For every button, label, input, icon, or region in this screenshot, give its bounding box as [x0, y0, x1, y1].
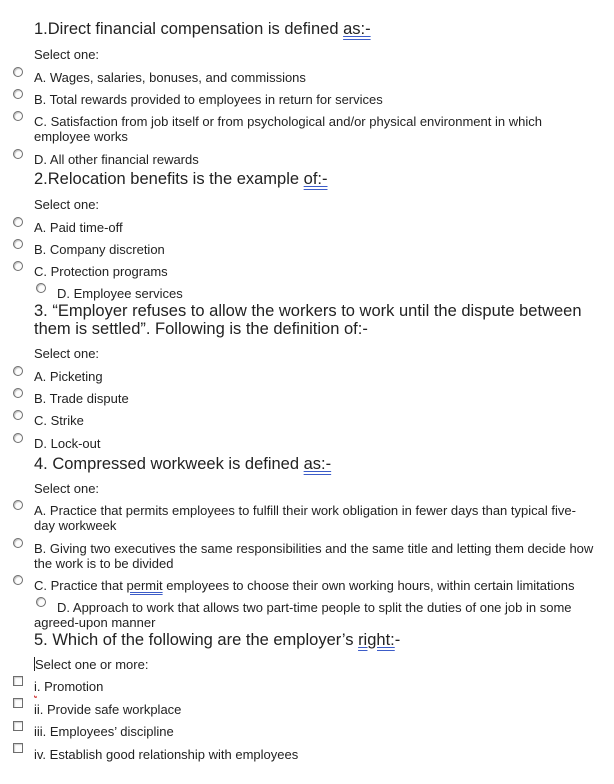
q5-option-iv-checkbox[interactable] — [13, 743, 23, 753]
q1-title: 1.Direct financial compensation is defined as:- — [34, 20, 371, 38]
q2-option-d[interactable]: D. Employee services — [57, 286, 183, 301]
q2-option-c[interactable]: C. Protection programs — [34, 264, 168, 279]
q4-select-hint: Select one: — [34, 481, 100, 496]
q5-title: 5. Which of the following are the employer’s right:- — [34, 631, 401, 649]
q4-option-c-radio[interactable] — [13, 575, 23, 585]
q4-option-a[interactable]: A. Practice that permits employees to fulfill their work obligation in fewer days than typical five-day workweek — [34, 503, 576, 533]
q3-option-a-radio[interactable] — [13, 366, 23, 376]
q3-option-b[interactable]: B. Trade dispute — [34, 391, 129, 406]
q2-select-hint: Select one: — [34, 197, 100, 212]
q2-option-a[interactable]: A. Paid time-off — [34, 220, 123, 235]
q4-option-a-radio[interactable] — [13, 500, 23, 510]
q3-select-hint: Select one: — [34, 346, 100, 361]
q3-option-c[interactable]: C. Strike — [34, 413, 84, 428]
q1-option-a-radio[interactable] — [13, 67, 23, 77]
q5-select-hint: Select one or more: — [35, 657, 149, 672]
q4-option-c[interactable]: C. Practice that permit employees to choose their own working hours, within certain limitations — [34, 578, 575, 593]
q5-option-ii[interactable]: ii. Provide safe workplace — [34, 702, 182, 717]
q1-select-hint: Select one: — [34, 47, 100, 62]
q5-option-ii-checkbox[interactable] — [13, 698, 23, 708]
q5-option-iv[interactable]: iv. Establish good relationship with employees — [34, 747, 299, 762]
q1-option-c-radio[interactable] — [13, 111, 23, 121]
q2-option-b-radio[interactable] — [13, 239, 23, 249]
q1-option-a[interactable]: A. Wages, salaries, bonuses, and commissions — [34, 70, 306, 85]
q4-option-d[interactable]: D. Approach to work that allows two part-time people to split the duties of one job in some agreed-upon manner — [34, 600, 572, 630]
q1-option-d[interactable]: D. All other financial rewards — [34, 152, 199, 167]
q5-option-iii[interactable]: iii. Employees’ discipline — [34, 724, 174, 739]
q4-title: 4. Compressed workweek is defined as:- — [34, 455, 332, 473]
q3-title: 3. “Employer refuses to allow the workers to work until the dispute between them is settled”. Following is the definition of:- — [34, 302, 582, 338]
q2-title: 2.Relocation benefits is the example of:- — [34, 170, 328, 188]
q1-option-b-radio[interactable] — [13, 89, 23, 99]
q1-option-c[interactable]: C. Satisfaction from job itself or from psychological and/or physical environment in which employee works — [34, 114, 542, 144]
q1-option-b[interactable]: B. Total rewards provided to employees in return for services — [34, 92, 383, 107]
q2-option-b[interactable]: B. Company discretion — [34, 242, 165, 257]
q3-option-b-radio[interactable] — [13, 388, 23, 398]
q4-option-b[interactable]: B. Giving two executives the same responsibilities and the same title and letting them decide how the work is to be divided — [34, 541, 594, 571]
q5-option-i[interactable]: i. Promotion — [34, 679, 104, 694]
q2-option-a-radio[interactable] — [13, 217, 23, 227]
q2-option-d-radio[interactable] — [36, 283, 46, 293]
q3-option-d-radio[interactable] — [13, 433, 23, 443]
q1-option-d-radio[interactable] — [13, 149, 23, 159]
q3-option-a[interactable]: A. Picketing — [34, 369, 103, 384]
q3-option-d[interactable]: D. Lock-out — [34, 436, 101, 451]
q5-option-i-checkbox[interactable] — [13, 676, 23, 686]
q4-option-b-radio[interactable] — [13, 538, 23, 548]
q2-option-c-radio[interactable] — [13, 261, 23, 271]
q5-option-iii-checkbox[interactable] — [13, 721, 23, 731]
q3-option-c-radio[interactable] — [13, 410, 23, 420]
